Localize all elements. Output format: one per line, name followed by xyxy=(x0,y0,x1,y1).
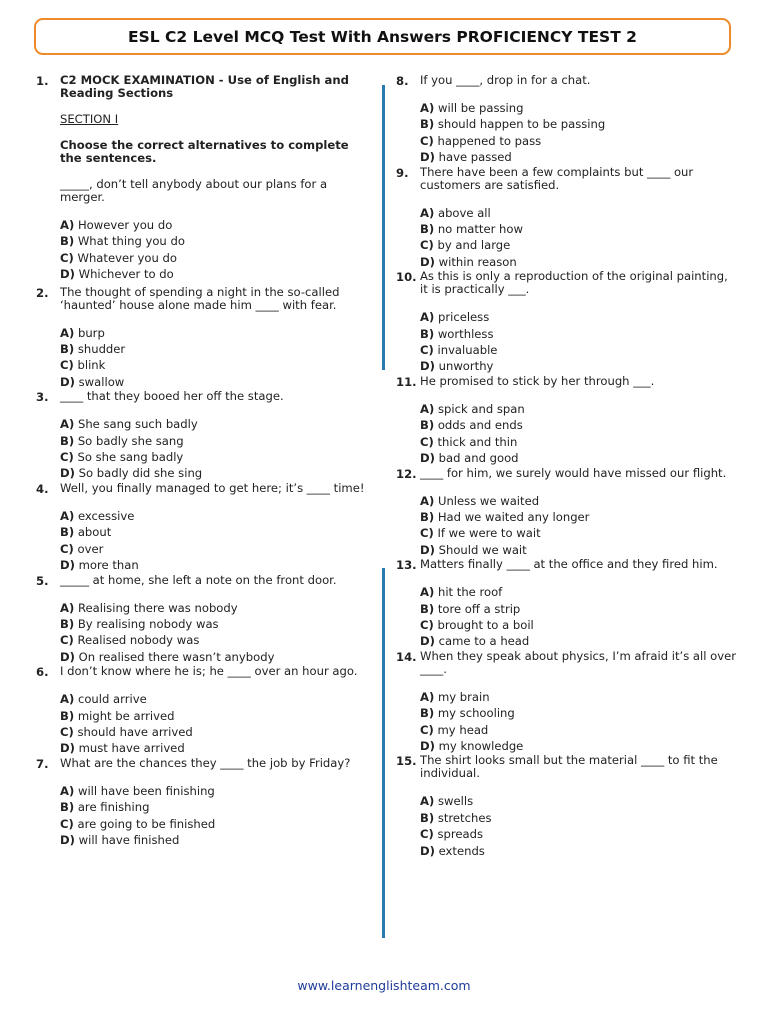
option-text: happened to pass xyxy=(437,133,542,148)
question-text: _____ at home, she left a note on the front door. xyxy=(60,572,337,587)
question-15 xyxy=(396,754,736,859)
option-letter: A) xyxy=(60,783,75,798)
answer-option xyxy=(420,617,736,633)
question-number: 4. xyxy=(36,481,49,496)
answer-option xyxy=(420,149,736,165)
answer-option xyxy=(60,783,371,799)
answer-option xyxy=(60,524,371,540)
option-letter: D) xyxy=(420,150,435,165)
option-text: worthless xyxy=(437,326,494,341)
question-text: ____ for him, we surely would have missed our flight. xyxy=(420,465,727,480)
option-text: Realising there was nobody xyxy=(77,600,238,615)
question-number: 11. xyxy=(396,374,417,389)
option-letter: A) xyxy=(60,218,75,232)
option-text: priceless xyxy=(437,310,490,325)
answer-option xyxy=(420,401,736,417)
option-text: should have arrived xyxy=(77,724,193,739)
question-number: 1. xyxy=(36,74,49,88)
option-letter: C) xyxy=(420,434,434,449)
option-letter: A) xyxy=(420,401,435,416)
answer-option xyxy=(60,740,371,756)
answer-option xyxy=(420,738,736,754)
option-letter: B) xyxy=(420,222,435,237)
question-text: If you ____, drop in for a chat. xyxy=(420,73,591,87)
question-text: I don’t know where he is; he ____ over an hour ago. xyxy=(60,664,358,679)
question-number: 14. xyxy=(396,649,417,664)
question-text: Matters finally ____ at the office and they fired him. xyxy=(420,557,718,572)
option-text: spick and span xyxy=(437,401,525,416)
answer-option xyxy=(60,691,371,707)
option-text: my schooling xyxy=(437,706,515,721)
answer-option xyxy=(60,799,371,815)
answer-option xyxy=(420,116,736,132)
option-text: have passed xyxy=(438,150,512,165)
option-text: extends xyxy=(438,843,485,858)
answer-option xyxy=(420,221,736,237)
option-letter: A) xyxy=(60,325,75,340)
question-number: 10. xyxy=(396,270,417,285)
question-9 xyxy=(396,166,736,271)
option-letter: C) xyxy=(420,133,434,148)
option-letter: B) xyxy=(420,601,435,616)
option-text: could arrive xyxy=(77,692,147,707)
option-text: will have been finishing xyxy=(77,783,215,798)
option-text: What thing you do xyxy=(77,234,185,249)
option-text: within reason xyxy=(438,254,517,269)
question-text: Well, you finally managed to get here; it’s ____ time! xyxy=(60,480,365,495)
answer-option xyxy=(420,843,736,859)
option-text: excessive xyxy=(77,508,135,523)
option-text: will have finished xyxy=(78,832,180,847)
question-3 xyxy=(36,390,371,482)
option-text: my knowledge xyxy=(438,738,524,753)
answer-option xyxy=(420,417,736,433)
option-letter: D) xyxy=(420,542,435,557)
question-number: 15. xyxy=(396,754,417,769)
answer-option xyxy=(60,649,371,665)
option-letter: D) xyxy=(60,374,75,389)
question-number: 12. xyxy=(396,466,417,481)
option-letter: B) xyxy=(60,342,75,357)
website-footer-link[interactable]: www.learnenglishteam.com xyxy=(297,978,471,993)
option-letter: C) xyxy=(420,526,434,541)
question-2 xyxy=(36,286,371,391)
answer-option xyxy=(420,525,736,541)
option-letter: D) xyxy=(60,466,75,481)
option-letter: B) xyxy=(60,616,75,631)
option-text: hit the roof xyxy=(437,585,503,600)
option-text: came to a head xyxy=(438,634,530,649)
option-text: spreads xyxy=(437,827,484,842)
option-letter: C) xyxy=(60,816,74,831)
option-text: Unless we waited xyxy=(437,493,540,508)
answer-option xyxy=(60,433,371,449)
page-title: ESL C2 Level MCQ Test With Answers PROFICIENCY TEST 2 xyxy=(34,18,731,55)
option-letter: A) xyxy=(420,205,435,220)
option-text: Whichever to do xyxy=(78,267,174,282)
option-letter: B) xyxy=(420,326,435,341)
option-letter: A) xyxy=(420,101,435,115)
question-text: There have been a few complaints but ____ our customers are satisfied. xyxy=(420,164,694,192)
option-text: swells xyxy=(437,794,474,809)
option-text: my head xyxy=(437,722,489,737)
answer-option xyxy=(420,434,736,450)
option-text: are finishing xyxy=(77,800,150,815)
answer-option xyxy=(60,465,371,481)
left-column xyxy=(36,74,371,848)
answer-option xyxy=(60,600,371,616)
option-text: swallow xyxy=(78,374,125,389)
answer-option xyxy=(60,616,371,632)
answer-option xyxy=(60,449,371,465)
answer-option xyxy=(420,689,736,705)
question-11 xyxy=(396,375,736,467)
option-letter: C) xyxy=(60,250,74,265)
question-1 xyxy=(36,74,371,283)
option-letter: C) xyxy=(420,617,434,632)
option-text: unworthy xyxy=(438,359,494,374)
option-text: about xyxy=(77,525,112,540)
option-text: are going to be finished xyxy=(77,816,216,831)
option-text: shudder xyxy=(77,342,126,357)
option-letter: C) xyxy=(420,722,434,737)
answer-option xyxy=(60,250,371,266)
option-letter: D) xyxy=(60,558,75,573)
option-text: On realised there wasn’t anybody xyxy=(78,649,275,664)
option-letter: A) xyxy=(420,794,435,809)
option-letter: B) xyxy=(60,234,75,249)
option-letter: B) xyxy=(60,525,75,540)
option-letter: C) xyxy=(60,450,74,465)
answer-option xyxy=(60,708,371,724)
answer-option xyxy=(420,584,736,600)
answer-option xyxy=(420,309,736,325)
option-text: odds and ends xyxy=(437,418,523,433)
answer-option xyxy=(60,557,371,573)
option-letter: C) xyxy=(60,633,74,648)
question-13 xyxy=(396,558,736,650)
answer-option xyxy=(420,342,736,358)
instruction-text: Choose the correct alternatives to complete the sentences. xyxy=(60,138,349,165)
answer-option xyxy=(60,217,371,233)
option-letter: D) xyxy=(60,649,75,664)
option-text: However you do xyxy=(77,218,173,232)
option-text: no matter how xyxy=(437,222,523,237)
option-text: Whatever you do xyxy=(77,250,177,265)
option-letter: B) xyxy=(420,810,435,825)
option-letter: A) xyxy=(420,493,435,508)
option-text: above all xyxy=(437,205,491,220)
answer-option xyxy=(60,325,371,341)
question-text: As this is only a reproduction of the original painting, it is practically ___. xyxy=(420,269,728,297)
answer-option xyxy=(420,705,736,721)
option-letter: B) xyxy=(60,433,75,448)
option-text: tore off a strip xyxy=(437,601,521,616)
question-number: 9. xyxy=(396,165,409,180)
question-number: 6. xyxy=(36,665,49,680)
answer-option xyxy=(420,100,736,116)
question-number: 3. xyxy=(36,390,49,405)
option-letter: B) xyxy=(60,708,75,723)
answer-option xyxy=(420,450,736,466)
question-8 xyxy=(396,74,736,166)
question-14 xyxy=(396,650,736,755)
option-letter: D) xyxy=(420,254,435,269)
answer-option xyxy=(60,266,371,282)
answer-option xyxy=(60,341,371,357)
option-letter: A) xyxy=(420,310,435,325)
option-text: Realised nobody was xyxy=(77,633,200,648)
option-text: Had we waited any longer xyxy=(437,509,590,524)
option-letter: D) xyxy=(420,634,435,649)
option-letter: A) xyxy=(60,417,75,432)
answer-option xyxy=(60,233,371,249)
option-text: She sang such badly xyxy=(77,417,198,432)
answer-option xyxy=(60,832,371,848)
question-number: 5. xyxy=(36,573,49,588)
answer-option xyxy=(420,326,736,342)
option-letter: B) xyxy=(420,418,435,433)
option-text: invaluable xyxy=(437,343,498,358)
option-text: So she sang badly xyxy=(77,450,184,465)
answer-option xyxy=(60,416,371,432)
exam-heading: C2 MOCK EXAMINATION - Use of English and Reading Sections xyxy=(60,73,349,100)
answer-option xyxy=(60,357,371,373)
question-6 xyxy=(36,665,371,757)
answer-option xyxy=(420,601,736,617)
column-divider-bottom xyxy=(382,568,385,938)
answer-option xyxy=(420,133,736,149)
question-4 xyxy=(36,482,371,574)
option-text: might be arrived xyxy=(77,708,175,723)
question-number: 8. xyxy=(396,74,409,88)
option-text: bad and good xyxy=(438,451,519,466)
question-number: 13. xyxy=(396,558,417,573)
question-7 xyxy=(36,757,371,849)
option-letter: D) xyxy=(420,451,435,466)
option-letter: B) xyxy=(420,117,435,132)
question-text: What are the chances they ____ the job by Friday? xyxy=(60,755,351,770)
option-text: more than xyxy=(78,558,139,573)
option-text: over xyxy=(77,541,104,556)
option-letter: D) xyxy=(420,738,435,753)
option-letter: D) xyxy=(420,359,435,374)
answer-option xyxy=(420,205,736,221)
answer-option xyxy=(420,793,736,809)
question-number: 2. xyxy=(36,285,49,300)
option-text: stretches xyxy=(437,810,492,825)
answer-option xyxy=(420,633,736,649)
option-text: burp xyxy=(77,325,105,340)
answer-option xyxy=(60,632,371,648)
answer-option xyxy=(420,542,736,558)
answer-option xyxy=(420,810,736,826)
option-letter: B) xyxy=(420,509,435,524)
option-text: blink xyxy=(77,358,106,373)
option-letter: D) xyxy=(420,843,435,858)
option-text: So badly she sang xyxy=(77,433,184,448)
option-letter: B) xyxy=(60,800,75,815)
right-column xyxy=(396,74,736,859)
answer-option xyxy=(420,237,736,253)
question-text: _____, don’t tell anybody about our plans for a merger. xyxy=(60,177,328,204)
option-text: Should we wait xyxy=(438,542,527,557)
option-letter: C) xyxy=(420,343,434,358)
option-text: will be passing xyxy=(437,101,524,115)
option-text: If we were to wait xyxy=(437,526,541,541)
question-text: When they speak about physics, I’m afraid it’s all over ____. xyxy=(420,648,737,676)
question-10 xyxy=(396,270,736,375)
answer-option xyxy=(60,508,371,524)
answer-option xyxy=(420,358,736,374)
answer-option xyxy=(420,254,736,270)
column-divider-top xyxy=(382,85,385,370)
option-letter: A) xyxy=(420,585,435,600)
question-12 xyxy=(396,467,736,559)
option-text: brought to a boil xyxy=(437,617,534,632)
answer-option xyxy=(60,724,371,740)
option-letter: A) xyxy=(420,689,435,704)
answer-option xyxy=(60,816,371,832)
question-number: 7. xyxy=(36,756,49,771)
option-text: should happen to be passing xyxy=(437,117,606,132)
option-letter: C) xyxy=(60,724,74,739)
question-text: The shirt looks small but the material ____ to fit the individual. xyxy=(420,753,718,781)
option-text: thick and thin xyxy=(437,434,518,449)
option-text: my brain xyxy=(437,689,490,704)
option-text: must have arrived xyxy=(78,741,185,756)
option-letter: B) xyxy=(420,706,435,721)
question-text: He promised to stick by her through ___. xyxy=(420,373,655,388)
option-letter: A) xyxy=(60,692,75,707)
answer-option xyxy=(60,541,371,557)
question-5 xyxy=(36,574,371,666)
option-text: So badly did she sing xyxy=(78,466,203,481)
answer-option xyxy=(420,722,736,738)
option-letter: C) xyxy=(420,238,434,253)
section-label: SECTION I xyxy=(60,112,119,126)
option-letter: A) xyxy=(60,508,75,523)
option-letter: D) xyxy=(60,267,75,282)
question-text: ____ that they booed her off the stage. xyxy=(60,389,284,404)
answer-option xyxy=(420,509,736,525)
question-text: The thought of spending a night in the so-called ‘haunted’ house alone made him ____ with fear. xyxy=(60,284,340,312)
option-letter: A) xyxy=(60,600,75,615)
option-text: By realising nobody was xyxy=(77,616,219,631)
option-letter: C) xyxy=(420,827,434,842)
option-letter: D) xyxy=(60,832,75,847)
option-letter: C) xyxy=(60,541,74,556)
answer-option xyxy=(60,374,371,390)
option-text: by and large xyxy=(437,238,511,253)
option-letter: D) xyxy=(60,741,75,756)
answer-option xyxy=(420,826,736,842)
option-letter: C) xyxy=(60,358,74,373)
answer-option xyxy=(420,493,736,509)
